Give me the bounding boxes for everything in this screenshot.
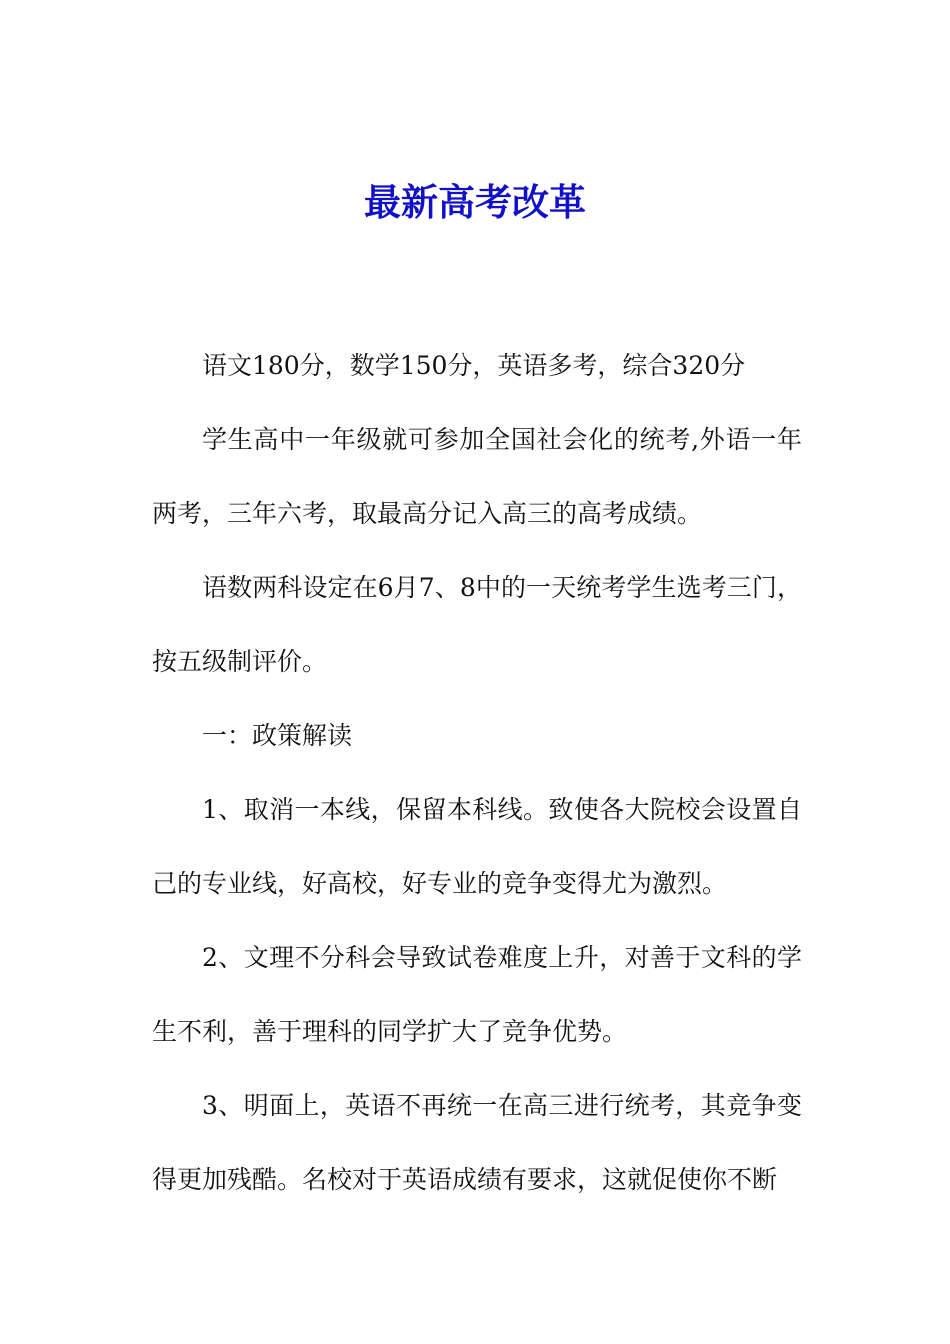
paragraph-point-3: 3、明面上，英语不再统一在高三进行统考，其竞争变得更加残酷。名校对于英语成绩有要求，这就促使你不断 [152,1091,802,1194]
paragraph-exam-schedule: 语数两科设定在6月7、8中的一天统考学生选考三门，按五级制评价。 [152,573,802,676]
paragraph-national-exam: 学生高中一年级就可参加全国社会化的统考,外语一年两考，三年六考，取最高分记入高三的高考成绩。 [152,425,802,528]
paragraph-point-1: 1、取消一本线，保留本科线。致使各大院校会设置自己的专业线，好高校，好专业的竞争变得尤为激烈。 [152,795,802,898]
paragraph-point-2: 2、文理不分科会导致试卷难度上升，对善于文科的学生不利，善于理科的同学扩大了竞争优势。 [152,943,802,1046]
section-heading-policy: 一：政策解读 [202,721,353,750]
document-title: 最新高考改革 [364,180,586,224]
document-body [152,329,802,1217]
paragraph-score-distribution: 语文180分，数学150分，英语多考，综合320分 [202,351,746,380]
